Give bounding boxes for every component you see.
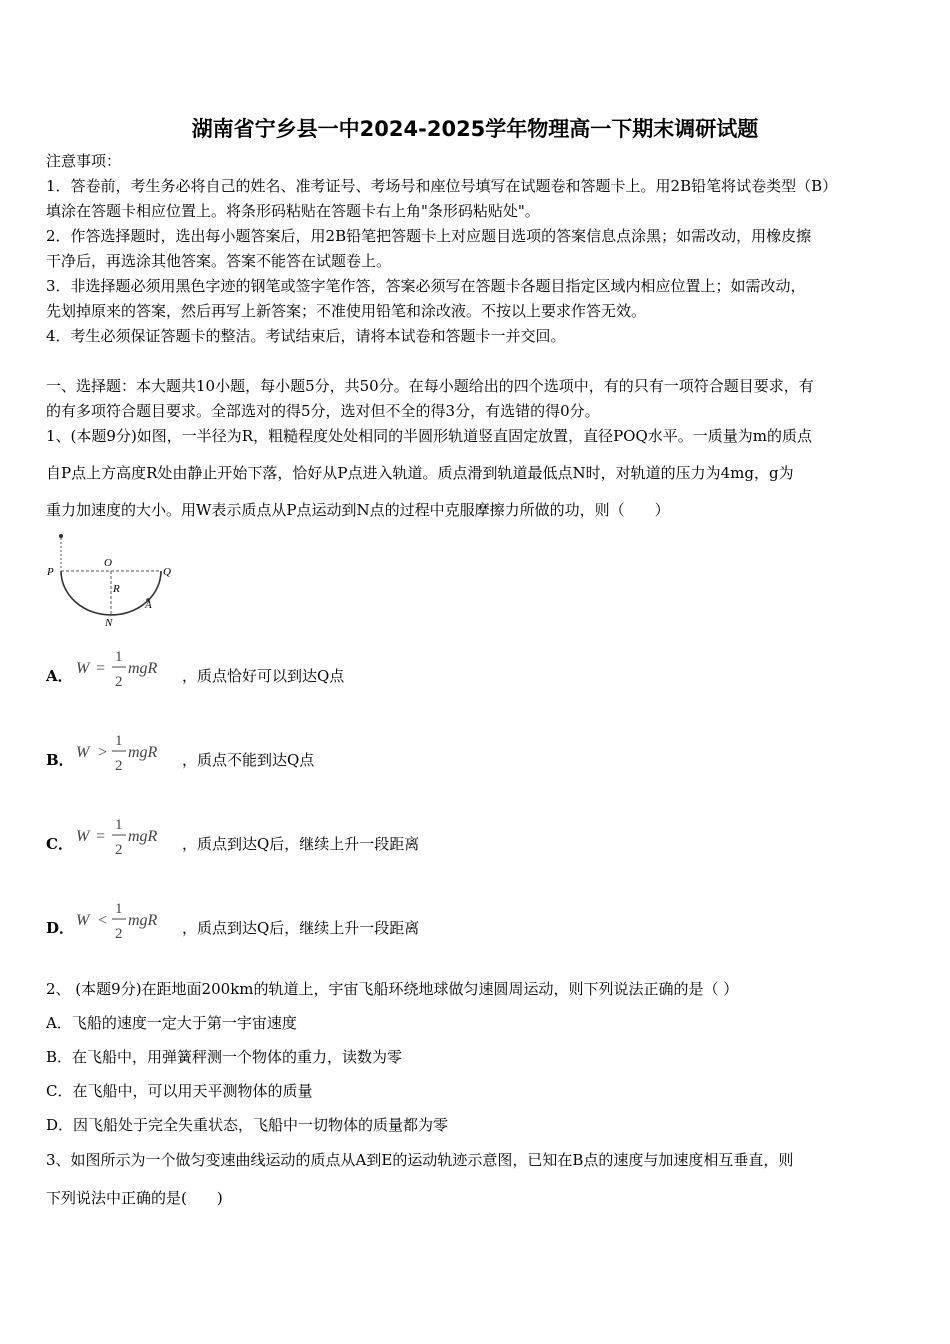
- formula-den: 2: [115, 758, 123, 774]
- formula-w: W: [76, 828, 90, 845]
- formula-w: W: [76, 660, 90, 677]
- page-title: 湖南省宁乡县一中2024-2025学年物理高一下期末调研试题: [191, 117, 759, 141]
- formula-op: <: [98, 912, 108, 929]
- formula-den: 2: [115, 926, 123, 942]
- formula-rest: mgR: [128, 828, 158, 845]
- option-text: ，质点恰好可以到达Q点: [182, 667, 345, 685]
- label-a: A: [145, 599, 152, 611]
- drop-point: [59, 534, 63, 538]
- formula-w: W: [76, 912, 90, 929]
- formula-num: 1: [115, 817, 123, 833]
- semicircle-track-figure: [44, 532, 184, 628]
- formula-op: =: [96, 828, 106, 845]
- formula: [74, 729, 174, 777]
- formula-num: 1: [115, 649, 123, 665]
- option-label: C．: [46, 835, 73, 853]
- label-o: O: [104, 557, 112, 569]
- q2-option-c[interactable]: C．在飞船中，可以用天平测物体的质量: [46, 1082, 313, 1100]
- notice-line: 先划掉原来的答案，然后再写上新答案；不准使用铅笔和涂改液。不按以上要求作答无效。: [46, 302, 647, 320]
- formula: [74, 813, 174, 861]
- section-intro: 的有多项符合题目要求。全部选对的得5分，选对但不全的得3分，有选错的得0分。: [46, 402, 600, 420]
- formula-den: 2: [115, 674, 123, 690]
- notice-heading: 注意事项：: [46, 152, 122, 170]
- formula-w: W: [76, 744, 90, 761]
- q2-option-d[interactable]: D．因飞船处于完全失重状态，飞船中一切物体的质量都为零: [46, 1116, 449, 1134]
- option-text: ，质点到达Q后，继续上升一段距离: [182, 835, 420, 853]
- option-text: ，质点不能到达Q点: [182, 751, 315, 769]
- q3-stem: 下列说法中正确的是( ): [46, 1189, 223, 1207]
- q1-stem: 自P点上方高度R处由静止开始下落，恰好从P点进入轨道。质点滑到轨道最低点N时，对轨道的压力为4mg，g为: [46, 464, 794, 482]
- notice-line: 填涂在答题卡相应位置上。将条形码粘贴在答题卡右上角"条形码粘贴处"。: [46, 202, 540, 220]
- q2-option-b[interactable]: B．在飞船中，用弹簧秤测一个物体的重力，读数为零: [46, 1048, 403, 1066]
- q2-stem: 2、 (本题9分)在距地面200km的轨道上，宇宙飞船环绕地球做匀速圆周运动，则下列说法正确的是（ ）: [46, 980, 739, 998]
- formula-rest: mgR: [128, 912, 158, 929]
- formula-rest: mgR: [128, 660, 158, 677]
- label-r: R: [113, 583, 120, 595]
- label-q: Q: [163, 566, 171, 578]
- formula-num: 1: [115, 901, 123, 917]
- option-label: A．: [46, 667, 73, 685]
- option-label: B．: [46, 751, 74, 769]
- section-intro: 一、选择题：本大题共10小题，每小题5分，共50分。在每小题给出的四个选项中，有的只有一项符合题目要求，有: [46, 377, 814, 395]
- formula-op: =: [96, 660, 106, 677]
- q3-stem: 3、如图所示为一个做匀变速曲线运动的质点从A到E的运动轨迹示意图，已知在B点的速度与加速度相互垂直，则: [46, 1151, 794, 1169]
- formula: [74, 645, 174, 693]
- formula-op: >: [98, 744, 108, 761]
- q1-stem: 重力加速度的大小。用W表示质点从P点运动到N点的过程中克服摩擦力所做的功，则（ ）: [46, 501, 670, 519]
- notice-line: 4．考生必须保证答题卡的整洁。考试结束后，请将本试卷和答题卡一并交回。: [46, 327, 566, 345]
- notice-line: 3．非选择题必须用黑色字迹的钢笔或签字笔作答，答案必须写在答题卡各题目指定区域内相应位置上；如需改动，: [46, 277, 806, 295]
- formula-rest: mgR: [128, 744, 158, 761]
- q2-option-a[interactable]: A．飞船的速度一定大于第一宇宙速度: [46, 1014, 297, 1032]
- notice-line: 2．作答选择题时，选出每小题答案后，用2B铅笔把答题卡上对应题目选项的答案信息点涂黑；如需改动，用橡皮擦: [46, 227, 812, 245]
- option-label: D．: [46, 919, 75, 937]
- label-n: N: [105, 617, 113, 628]
- notice-line: 1．答卷前，考生务必将自己的姓名、准考证号、考场号和座位号填写在试题卷和答题卡上。用2B铅笔将试卷类型（B）: [46, 177, 838, 195]
- label-p: P: [47, 566, 54, 578]
- formula: [74, 897, 174, 945]
- formula-den: 2: [115, 842, 123, 858]
- q1-stem: 1、(本题9分)如图，一半径为R，粗糙程度处处相同的半圆形轨道竖直固定放置，直径POQ水平。一质量为m的质点: [46, 427, 813, 445]
- option-text: ，质点到达Q后，继续上升一段距离: [182, 919, 420, 937]
- formula-num: 1: [115, 733, 123, 749]
- notice-line: 干净后，再选涂其他答案。答案不能答在试题卷上。: [46, 252, 392, 270]
